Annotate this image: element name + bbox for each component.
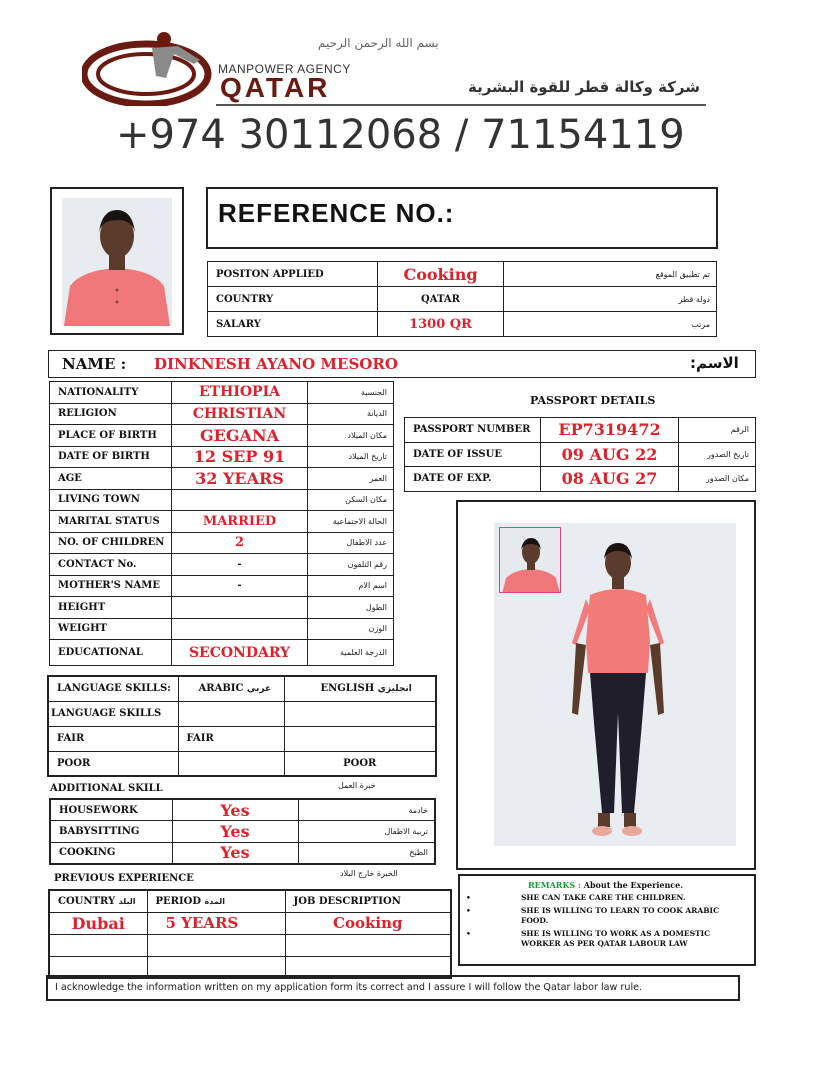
personal-row <box>50 597 394 619</box>
english-poor-value: POOR <box>284 751 436 776</box>
personal-details-table <box>49 381 394 666</box>
fair-label: FAIR <box>48 726 178 751</box>
additional-skill-title-arabic: خبرة العمل <box>338 781 376 790</box>
agency-title-arabic: شركة وكالة قطر للقوة البشرية <box>468 78 700 96</box>
passport-table <box>404 417 756 492</box>
experience-row <box>49 934 451 956</box>
country-value: QATAR <box>378 287 504 312</box>
additional-skill-title: ADDITIONAL SKILL <box>50 783 163 794</box>
language-row <box>48 701 436 726</box>
height-label: HEIGHT <box>50 597 172 619</box>
language-skills-table <box>47 675 437 777</box>
experience-job: Cooking <box>285 912 451 934</box>
experience-country <box>49 934 147 956</box>
date-of-issue-value: 09 AUG 22 <box>541 442 679 467</box>
passport-number-label-arabic: الرقم <box>679 418 756 443</box>
children-value: 2 <box>172 532 308 554</box>
experience-row <box>49 912 451 934</box>
job-row-country <box>208 287 717 312</box>
phone-number: +974 30112068 / 71154119 <box>116 112 685 158</box>
job-description-column-header: JOB DESCRIPTION <box>285 890 451 912</box>
cooking-label: COOKING <box>50 842 172 864</box>
passport-photo <box>62 198 172 326</box>
housework-label-arabic: خادمة <box>298 799 435 821</box>
bullet-icon: • <box>466 906 471 915</box>
education-value: SECONDARY <box>172 640 308 666</box>
marital-status-label-arabic: الحالة الاجتماعية <box>308 511 394 533</box>
nationality-label-arabic: الجنسية <box>308 382 394 404</box>
place-of-birth-value: GEGANA <box>172 425 308 447</box>
personal-row <box>50 511 394 533</box>
education-label-arabic: الدرجة العلمية <box>308 640 394 666</box>
passport-number-value: EP7319472 <box>541 418 679 443</box>
acknowledgement-text: I acknowledge the information written on my application form its correct and I assure I will follow the Qatar labor law rule. <box>55 982 643 993</box>
previous-experience-title-arabic: الخبرة خارج البلاد <box>340 869 398 878</box>
date-of-birth-label: DATE OF BIRTH <box>50 446 172 468</box>
language-cell <box>284 701 436 726</box>
position-label-arabic: تم تطبيق الموقع <box>504 262 717 287</box>
weight-value <box>172 618 308 640</box>
children-label-arabic: عدد الاطفال <box>308 532 394 554</box>
language-skills-subheader: LANGUAGE SKILLS <box>48 701 178 726</box>
experience-period: 5 YEARS <box>147 912 285 934</box>
remark-text: SHE IS WILLING TO LEARN TO COOK ARABIC FOOD. <box>521 906 720 925</box>
language-row-fair <box>48 726 436 751</box>
mothers-name-label: MOTHER'S NAME <box>50 575 172 597</box>
religion-label: RELIGION <box>50 403 172 425</box>
passport-row <box>405 467 756 492</box>
arabic-label: ARABIC <box>198 683 244 695</box>
arabic-fair-value: FAIR <box>178 726 284 751</box>
height-label-arabic: الطول <box>308 597 394 619</box>
language-row-poor <box>48 751 436 776</box>
passport-details-title: PASSPORT DETAILS <box>530 394 656 407</box>
marital-status-value: MARRIED <box>172 511 308 533</box>
age-value: 32 YEARS <box>172 468 308 490</box>
arabic-poor-value <box>178 751 284 776</box>
personal-row <box>50 532 394 554</box>
country-column-header <box>49 890 147 912</box>
personal-row <box>50 640 394 666</box>
experience-table <box>48 889 452 979</box>
bullet-icon: • <box>466 893 471 902</box>
height-value <box>172 597 308 619</box>
skill-row <box>50 842 435 864</box>
language-skills-header: LANGUAGE SKILLS: <box>48 676 178 701</box>
experience-country: Dubai <box>49 912 147 934</box>
agency-subtitle: MANPOWER AGENCY <box>218 62 351 76</box>
position-label: POSITON APPLIED <box>208 262 378 287</box>
housework-value: Yes <box>172 799 298 821</box>
header-divider <box>216 104 706 106</box>
date-of-birth-value: 12 SEP 91 <box>172 446 308 468</box>
passport-number-label: PASSPORT NUMBER <box>405 418 541 443</box>
position-value: Cooking <box>378 262 504 287</box>
date-of-issue-label: DATE OF ISSUE <box>405 442 541 467</box>
agency-logo <box>82 30 222 106</box>
living-town-value <box>172 489 308 511</box>
date-of-issue-label-arabic: تاريخ الصدور <box>679 442 756 467</box>
contact-value: - <box>172 554 308 576</box>
housework-label: HOUSEWORK <box>50 799 172 821</box>
mothers-name-value: - <box>172 575 308 597</box>
english-label-arabic: انجليزي <box>377 684 412 695</box>
experience-period <box>147 934 285 956</box>
skill-row <box>50 821 435 843</box>
contact-label-arabic: رقم التلفون <box>308 554 394 576</box>
period-header-arabic: المدة <box>204 896 225 906</box>
passport-row <box>405 418 756 443</box>
country-label: COUNTRY <box>208 287 378 312</box>
name-label-arabic: الاسم: <box>690 354 739 372</box>
religion-label-arabic: الديانة <box>308 403 394 425</box>
personal-row <box>50 425 394 447</box>
personal-row <box>50 489 394 511</box>
age-label-arabic: العمر <box>308 468 394 490</box>
job-row-salary <box>208 312 717 337</box>
previous-experience-title: PREVIOUS EXPERIENCE <box>54 873 194 884</box>
mini-photo <box>499 527 561 593</box>
skills-table <box>49 798 436 865</box>
basmala-calligraphy: بسم الله الرحمن الرحيم <box>318 36 439 50</box>
salary-label-arabic: مرتب <box>504 312 717 337</box>
living-town-label: LIVING TOWN <box>50 489 172 511</box>
cooking-label-arabic: الطبخ <box>298 842 435 864</box>
weight-label-arabic: الوزن <box>308 618 394 640</box>
english-header <box>284 676 436 701</box>
mothers-name-label-arabic: اسم الام <box>308 575 394 597</box>
personal-row <box>50 468 394 490</box>
english-fair-value <box>284 726 436 751</box>
language-cell <box>178 701 284 726</box>
arabic-label-arabic: عربي <box>246 684 272 695</box>
babysitting-label-arabic: تربية الاطفال <box>298 821 435 843</box>
personal-row <box>50 382 394 404</box>
passport-row <box>405 442 756 467</box>
personal-row <box>50 446 394 468</box>
country-header-arabic: البلد <box>118 896 136 906</box>
language-header-row <box>48 676 436 701</box>
contact-label: CONTACT No. <box>50 554 172 576</box>
agency-title: QATAR <box>220 72 331 103</box>
experience-job <box>285 934 451 956</box>
remarks-subtitle: About the Experience. <box>583 880 684 890</box>
personal-row <box>50 554 394 576</box>
country-label-arabic: دولة قطر <box>504 287 717 312</box>
salary-label: SALARY <box>208 312 378 337</box>
place-of-birth-label: PLACE OF BIRTH <box>50 425 172 447</box>
personal-row <box>50 575 394 597</box>
remarks-label: REMARKS : <box>528 880 581 890</box>
date-of-expiry-value: 08 AUG 27 <box>541 467 679 492</box>
english-label: ENGLISH <box>320 683 375 695</box>
remark-text: SHE IS WILLING TO WORK AS A DOMESTIC WORKER AS PER QATAR LABOUR LAW <box>521 929 711 948</box>
education-label: EDUCATIONAL <box>50 640 172 666</box>
religion-value: CHRISTIAN <box>172 403 308 425</box>
job-table <box>207 261 717 337</box>
date-of-birth-label-arabic: تاريخ الميلاد <box>308 446 394 468</box>
nationality-label: NATIONALITY <box>50 382 172 404</box>
date-of-expiry-label-arabic: مكان الصدور <box>679 467 756 492</box>
babysitting-value: Yes <box>172 821 298 843</box>
marital-status-label: MARITAL STATUS <box>50 511 172 533</box>
experience-header-row <box>49 890 451 912</box>
remarks-heading <box>528 880 683 890</box>
period-header-label: PERIOD <box>155 895 202 907</box>
remark-text: SHE CAN TAKE CARE THE CHILDREN. <box>521 893 686 902</box>
babysitting-label: BABYSITTING <box>50 821 172 843</box>
personal-row <box>50 403 394 425</box>
place-of-birth-label-arabic: مكان الميلاد <box>308 425 394 447</box>
skill-row <box>50 799 435 821</box>
bullet-icon: • <box>466 929 471 938</box>
living-town-label-arabic: مكان السكن <box>308 489 394 511</box>
age-label: AGE <box>50 468 172 490</box>
arabic-header <box>178 676 284 701</box>
name-value: DINKNESH AYANO MESORO <box>154 355 398 373</box>
poor-label: POOR <box>48 751 178 776</box>
job-row-position <box>208 262 717 287</box>
reference-label: REFERENCE NO.: <box>218 198 455 228</box>
date-of-expiry-label: DATE OF EXP. <box>405 467 541 492</box>
name-label: NAME : <box>62 355 127 373</box>
nationality-value: ETHIOPIA <box>172 382 308 404</box>
weight-label: WEIGHT <box>50 618 172 640</box>
salary-value: 1300 QR <box>378 312 504 337</box>
personal-row <box>50 618 394 640</box>
period-column-header <box>147 890 285 912</box>
cooking-value: Yes <box>172 842 298 864</box>
country-header-label: COUNTRY <box>58 895 116 907</box>
children-label: NO. OF CHILDREN <box>50 532 172 554</box>
